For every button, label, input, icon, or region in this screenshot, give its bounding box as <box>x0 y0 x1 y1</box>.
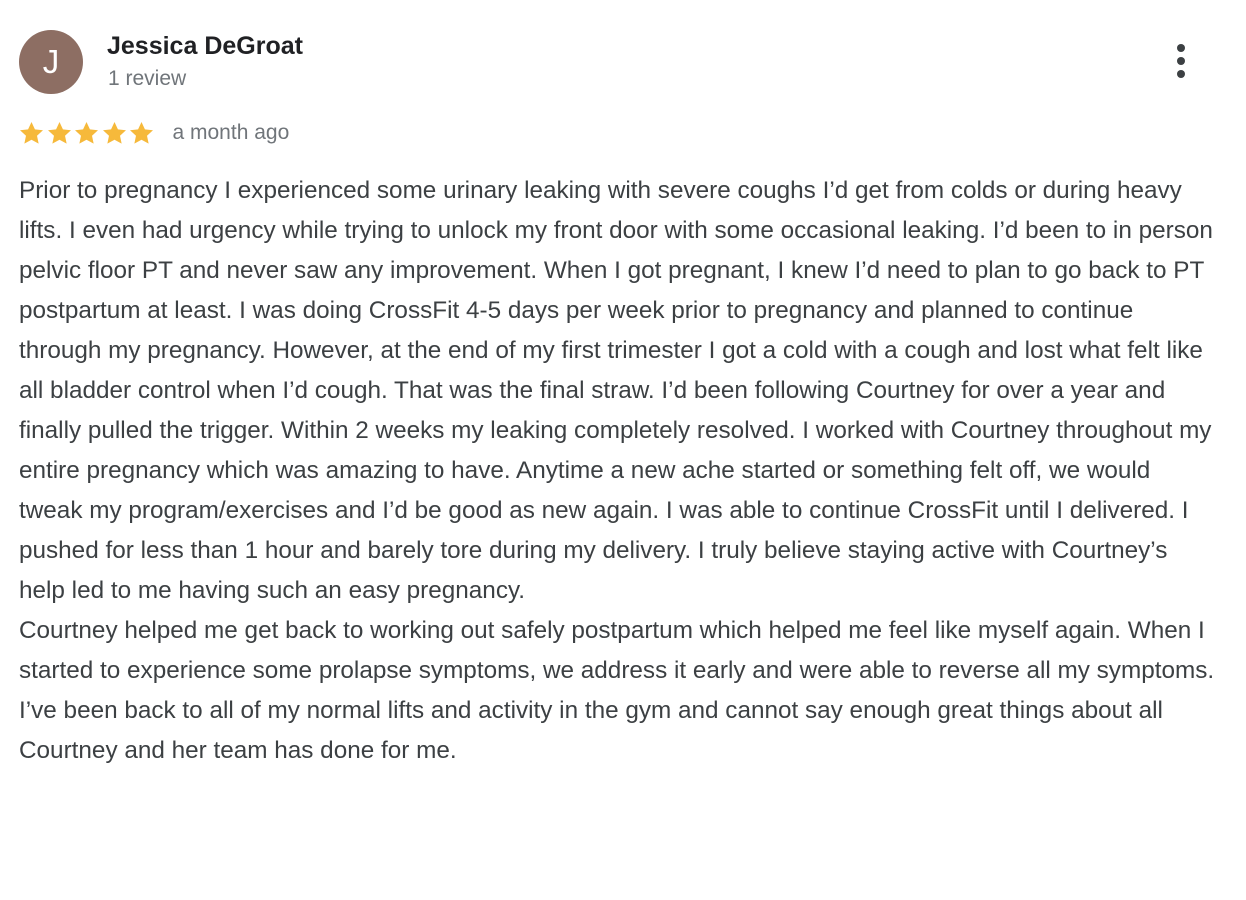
star-icon <box>101 120 128 147</box>
review-text <box>19 171 1219 771</box>
author-name[interactable]: Jessica DeGroat <box>107 32 303 60</box>
more-options-button[interactable] <box>1162 38 1200 84</box>
rating-row <box>18 118 289 148</box>
star-icon <box>128 120 155 147</box>
star-icon <box>18 120 45 147</box>
author-review-count: 1 review <box>108 67 187 90</box>
review-paragraph-1: Prior to pregnancy I experienced some urinary leaking with severe coughs I’d get from colds or during heavy lifts. I even had urgency while trying to unlock my front door with some occasional leaking. I’d been to in person pelvic floor PT and never saw any improvement. When I got pregnant, I knew I’d need to plan to go back to PT postpartum at least. I was doing CrossFit 4-5 days per week prior to pregnancy and planned to continue through my pregnancy. However, at the end of my first trimester I got a cold with a cough and lost what felt like all bladder control when I’d cough. That was the final straw. I’d been following Courtney for over a year and finally pulled the trigger. Within 2 weeks my leaking completely resolved. I worked with Courtney throughout my entire pregnancy which was amazing to have. Anytime a new ache started or something felt off, we would tweak my program/exercises and I’d be good as new again. I was able to continue CrossFit until I delivered. I pushed for less than 1 hour and barely tore during my delivery. I truly believe staying active with Courtney’s help led to me having such an easy pregnancy. <box>19 177 1213 604</box>
more-vert-icon <box>1162 38 1200 84</box>
review-paragraph-2: Courtney helped me get back to working out safely postpartum which helped me feel like myself again. When I started to experience some prolapse symptoms, we address it early and were able to reverse all my symptoms. I’ve been back to all of my normal lifts and activity in the gym and cannot say enough great things about all Courtney and her team has done for me. <box>19 617 1215 764</box>
star-rating <box>18 120 156 147</box>
review-date: a month ago <box>172 121 290 144</box>
avatar[interactable]: J <box>19 30 83 94</box>
star-icon <box>73 120 100 147</box>
star-icon <box>46 120 73 147</box>
